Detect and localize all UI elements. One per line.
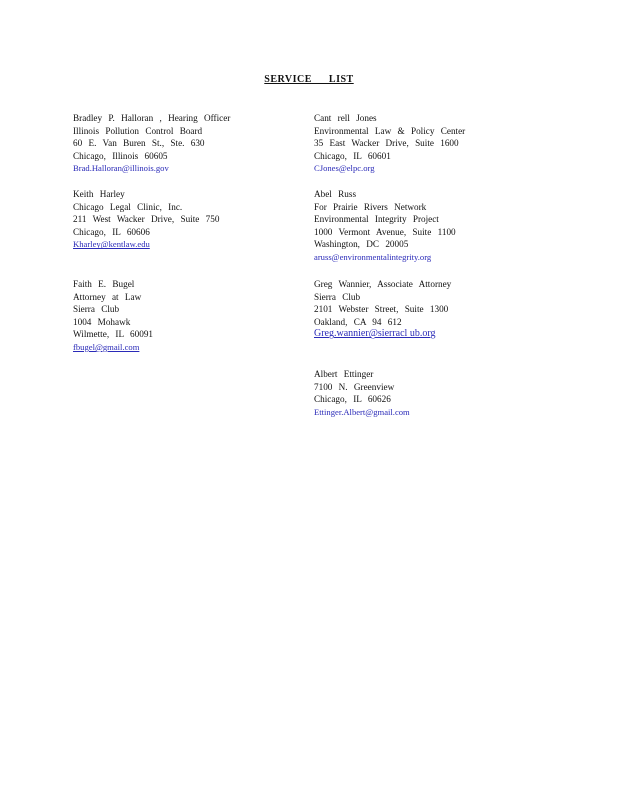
entry-line: Abel Russ xyxy=(314,189,357,199)
email-link[interactable]: CJones@elpc.org xyxy=(314,163,375,174)
email-link[interactable]: Brad.Halloran@illinois.gov xyxy=(73,163,169,174)
entry-line: Chicago, IL 60626 xyxy=(314,394,391,405)
entry-line: Faith E. Bugel xyxy=(73,279,135,289)
entry-line: Chicago Legal Clinic, Inc. xyxy=(73,201,183,212)
service-entry xyxy=(314,188,456,264)
service-entry xyxy=(314,278,453,341)
entry-line: Environmental Law & Policy Center xyxy=(314,125,466,136)
entry-line: For Prairie Rivers Network xyxy=(314,201,427,212)
entry-line: Chicago, Illinois 60605 xyxy=(73,150,168,161)
entry-line: Chicago, IL 60601 xyxy=(314,150,391,161)
entry-line: 60 E. Van Buren St., Ste. 630 xyxy=(73,138,205,149)
entry-line: Sierra Club xyxy=(73,304,120,315)
entry-line: Washington, DC 20005 xyxy=(314,239,409,250)
entry-line: Albert Ettinger xyxy=(314,369,374,379)
entry-line: Chicago, IL 60606 xyxy=(73,226,150,237)
entry-line: 35 East Wacker Drive, Suite 1600 xyxy=(314,138,459,149)
entry-line: Oakland, CA 94 612 xyxy=(314,316,402,327)
entry-line: Wilmette, IL 60091 xyxy=(73,329,154,340)
entry-line: Sierra Club xyxy=(314,291,361,302)
email-link[interactable]: fbugel@gmail.com xyxy=(73,341,140,352)
entry-line: Environmental Integrity Project xyxy=(314,214,439,225)
entry-line: Illinois Pollution Control Board xyxy=(73,125,203,136)
entry-line: Greg Wannier, Associate Attorney xyxy=(314,279,452,289)
email-link[interactable]: aruss@environmentalintegrity.org xyxy=(314,251,432,262)
email-link[interactable]: Kharley@kentlaw.edu xyxy=(73,239,150,250)
entry-line: 1004 Mohawk xyxy=(73,316,131,327)
entry-line: Cant rell Jones xyxy=(314,113,377,123)
email-link[interactable]: Ettinger.Albert@gmail.com xyxy=(314,406,410,417)
entry-line: Attorney at Law xyxy=(73,291,142,302)
entry-line: 2101 Webster Street, Suite 1300 xyxy=(314,304,449,315)
service-entry xyxy=(73,112,230,175)
entry-line: Keith Harley xyxy=(73,189,125,199)
entry-line: 211 West Wacker Drive, Suite 750 xyxy=(73,214,220,225)
service-entry xyxy=(73,278,157,354)
page-title: SERVICE LIST xyxy=(264,74,354,85)
service-entry xyxy=(314,368,410,418)
service-entry xyxy=(73,188,219,251)
service-entry xyxy=(314,112,465,175)
entry-line: 7100 N. Greenview xyxy=(314,381,395,392)
email-link[interactable]: Greg.wannier@sierracl ub.org xyxy=(314,328,436,340)
entry-line: Bradley P. Halloran , Hearing Officer xyxy=(73,113,231,123)
entry-line: 1000 Vermont Avenue, Suite 1100 xyxy=(314,226,456,237)
